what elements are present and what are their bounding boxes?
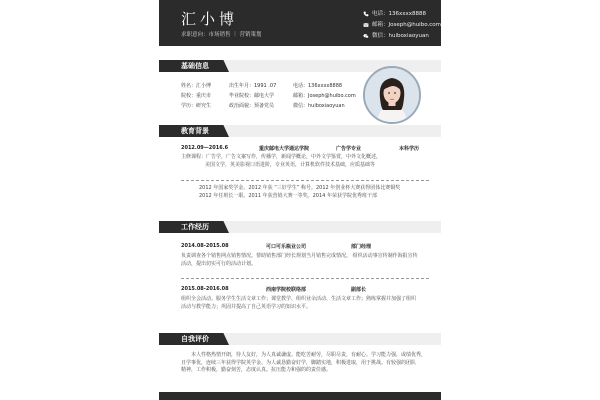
edu-school: 重庆邮电大学通达学院 bbox=[259, 146, 310, 152]
header-phone bbox=[363, 9, 426, 17]
job2-company: 西南学院校联络部 bbox=[266, 287, 307, 293]
job2-role: 副部长 bbox=[351, 287, 367, 293]
divider bbox=[181, 278, 429, 279]
phone-icon bbox=[363, 11, 369, 17]
edu-honors-line1: 2012 年国家奖学金。2012 年获 “三好学生” 称号。2012 年创业杯大赛获得团体比赛铜奖 bbox=[199, 185, 401, 191]
header-wechat-text: 微信：huiboxiaoyuan bbox=[372, 33, 429, 39]
divider bbox=[181, 180, 429, 181]
basic-wechat: 微信：huiboxiaoyuan bbox=[293, 103, 345, 109]
edu-courses-line1: 主修课程：广告学，广告文案写作，传播学，新闻学概论，中外文学鉴赏，中外文化概述， bbox=[181, 154, 382, 160]
job1-role: 部门经理 bbox=[351, 244, 372, 250]
self-evaluation-text bbox=[181, 352, 435, 375]
self-line1: 本人性格热情开朗，待人友好，为人真诚谦虚。能吃苦耐劳，尽职尽责，有耐心。学习能力强，或绩优秀， bbox=[191, 352, 427, 358]
header-wechat bbox=[363, 31, 429, 39]
section-title-basic: 基础信息 bbox=[181, 62, 209, 70]
section-title-self: 自我评价 bbox=[181, 335, 209, 343]
job1-period: 2014.08-2015.08 bbox=[181, 243, 229, 249]
section-education bbox=[159, 125, 441, 137]
job1-desc-line1: 负责调查各个销售网点销售情况。帮助销售部门经长规划当月销售完成情况。 组织活动事宣传制作海报宣传 bbox=[181, 253, 418, 259]
mail-icon bbox=[363, 22, 369, 28]
resume-page bbox=[159, 0, 441, 400]
wechat-icon bbox=[363, 33, 369, 39]
job1-desc-line2: 活动，提出切实可行的活动计划。 bbox=[181, 260, 257, 267]
job1-company: 可口可乐瓶业公司 bbox=[266, 244, 307, 250]
section-title-education: 教育背景 bbox=[181, 127, 209, 135]
edu-courses bbox=[181, 154, 433, 169]
header-phone-text: 电话：136xxxx8888 bbox=[372, 11, 427, 17]
portrait-image bbox=[365, 68, 419, 122]
edu-major: 广告学专业 bbox=[336, 146, 362, 152]
edu-degree: 本科学历 bbox=[399, 146, 420, 152]
header-email-text: 邮箱：Joseph@huibo.com bbox=[372, 22, 441, 28]
job2-period: 2015.08-2016.08 bbox=[181, 286, 229, 292]
edu-honors-line2: 2012 年任班长一职。2011 年获营销大赛一等奖。2014 年荣获学院优秀班干部 bbox=[199, 192, 377, 199]
self-line3: 精神，工作积极，勤奋刻苦，态度认真。抗压能力和强的的责任感。 bbox=[181, 367, 332, 374]
job1-desc bbox=[181, 253, 435, 268]
job2-desc bbox=[181, 296, 435, 311]
section-work bbox=[159, 221, 441, 233]
footer-bar bbox=[159, 392, 441, 400]
header-email bbox=[363, 20, 441, 28]
edu-period: 2012.09—2016.6 bbox=[181, 145, 229, 151]
edu-courses-line2: 美国文学，英美影视口语进阶，专业英语，计算机软件技术基础，应质基础等 bbox=[205, 161, 376, 168]
basic-university: 毕业院校：邮电大学 bbox=[229, 93, 275, 99]
basic-degree: 学历：研究生 bbox=[181, 103, 212, 109]
basic-email: 邮箱：Joseph@huibo.com bbox=[293, 93, 356, 99]
edu-honors bbox=[199, 185, 435, 200]
job2-desc-line1: 组织全会活动。服务学生生活文章工作；课堂教学、组织业余活动、生活文章工作；熟练掌握并加强了组织 bbox=[181, 296, 417, 302]
resume-header bbox=[159, 0, 441, 46]
section-self-evaluation bbox=[159, 333, 441, 345]
basic-politics: 政治面貌：预备党员 bbox=[229, 103, 275, 109]
basic-name: 姓名：汇小博 bbox=[181, 83, 212, 89]
self-line2: 且学事优，连续三年获得学院英学金。为人诚恳勤奋好学，脚踏实地，积极进取，用于挑战。有较强的团队 bbox=[181, 359, 417, 366]
section-title-work: 工作经历 bbox=[181, 223, 209, 231]
job-intention: 求职意向：市场销售 ｜ 营销策划 bbox=[181, 32, 262, 38]
job2-desc-line2: 活动与教学能力；巩固并提高了自己英语学习的知识水平。 bbox=[181, 303, 312, 310]
basic-phone: 电话：136xxxx8888 bbox=[293, 83, 343, 89]
avatar bbox=[363, 66, 421, 124]
basic-birth: 出生年月：1991 .07 bbox=[229, 83, 277, 89]
basic-school-city: 院校：重庆市 bbox=[181, 93, 212, 99]
candidate-name: 汇小博 bbox=[181, 10, 239, 28]
